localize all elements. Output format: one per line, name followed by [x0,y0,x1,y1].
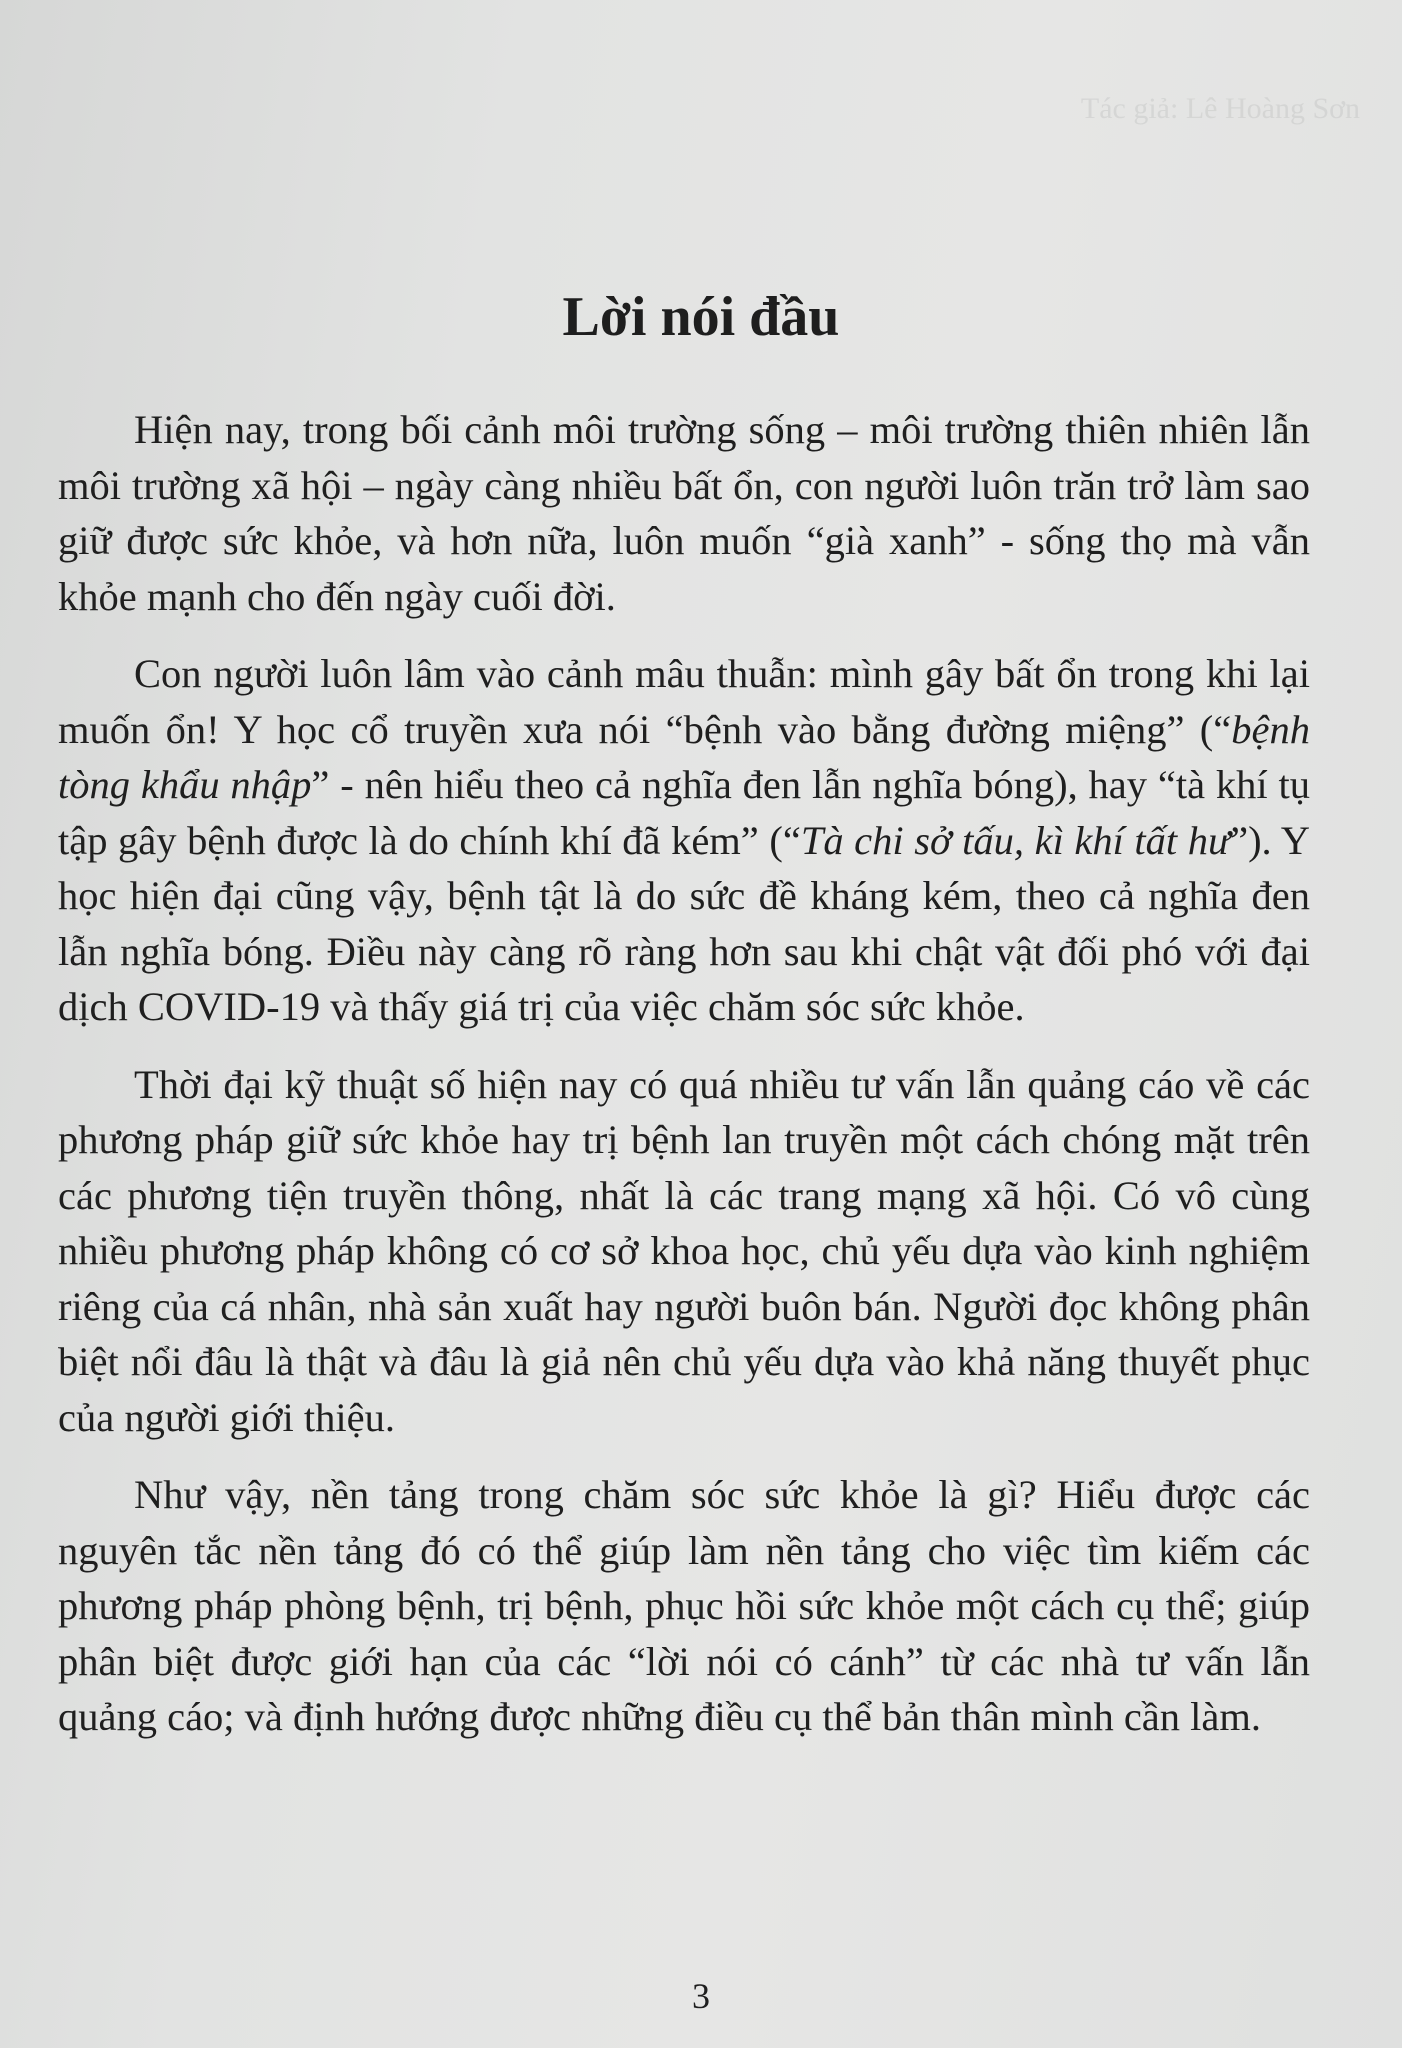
paragraph-3 [58,1057,1310,1446]
text-run: Con người luôn lâm vào cảnh mâu thuẫn: mình gây bất ổn trong khi lại muốn ổn! Y học cổ truyền xưa nói “bệnh vào bằng đường miệng” (“ [58,651,1310,752]
text-run: Hiện nay, trong bối cảnh môi trường sống – môi trường thiên nhiên lẫn môi trường xã hội – ngày càng nhiều bất ổn, con người luôn trăn trở làm sao giữ được sức khỏe, và hơn nữa, luôn muốn “già xanh” - sống thọ mà vẫn khỏe mạnh cho đến ngày cuối đời. [58,407,1310,619]
bleed-through-text [300,80,1360,166]
paragraph-2 [58,646,1310,1035]
text-run: ” - nên hiểu theo cả nghĩa đen lẫn nghĩa bóng), hay “tà khí tụ tập gây bệnh được là do chính khí đã kém” (“ [58,762,1310,863]
text-run: ”). Y học hiện đại cũng vậy, bệnh tật là do sức đề kháng kém, theo cả nghĩa đen lẫn nghĩa bóng. Điều này càng rõ ràng hơn sau khi chật vật đối phó với đại dịch COVID-19 và thấy giá trị của việc chăm sóc sức khỏe. [58,817,1310,1029]
page-number: 3 [692,1976,710,2016]
page-title: Lời nói đầu [562,286,840,348]
paragraph-1 [58,402,1310,624]
bleed-through-header: Tác giả: Lê Hoàng Sơn [1080,92,1360,125]
paragraph-4 [58,1467,1310,1745]
body-text [58,402,1310,1767]
italic-quote: bệnh tòng khẩu nhập [58,706,1310,807]
text-run: Thời đại kỹ thuật số hiện nay có quá nhiều tư vấn lẫn quảng cáo về các phương pháp giữ sức khỏe hay trị bệnh lan truyền một cách chóng mặt trên các phương tiện truyền thông, nhất là các trang mạng xã hội. Có vô cùng nhiều phương pháp không có cơ sở khoa học, chủ yếu dựa vào kinh nghiệm riêng của cá nhân, nhà sản xuất hay người buôn bán. Người đọc không phân biệt nổi đâu là thật và đâu là giả nên chủ yếu dựa vào khả năng thuyết phục của người giới thiệu. [58,1061,1310,1440]
italic-quote: Tà chi sở tấu, kì khí tất hư [800,817,1231,863]
text-run: Như vậy, nền tảng trong chăm sóc sức khỏe là gì? Hiểu được các nguyên tắc nền tảng đó có thể giúp làm nền tảng cho việc tìm kiếm các phương pháp phòng bệnh, trị bệnh, phục hồi sức khỏe một cách cụ thể; giúp phân biệt được giới hạn của các “lời nói có cánh” từ các nhà tư vấn lẫn quảng cáo; và định hướng được những điều cụ thể bản thân mình cần làm. [58,1472,1310,1739]
